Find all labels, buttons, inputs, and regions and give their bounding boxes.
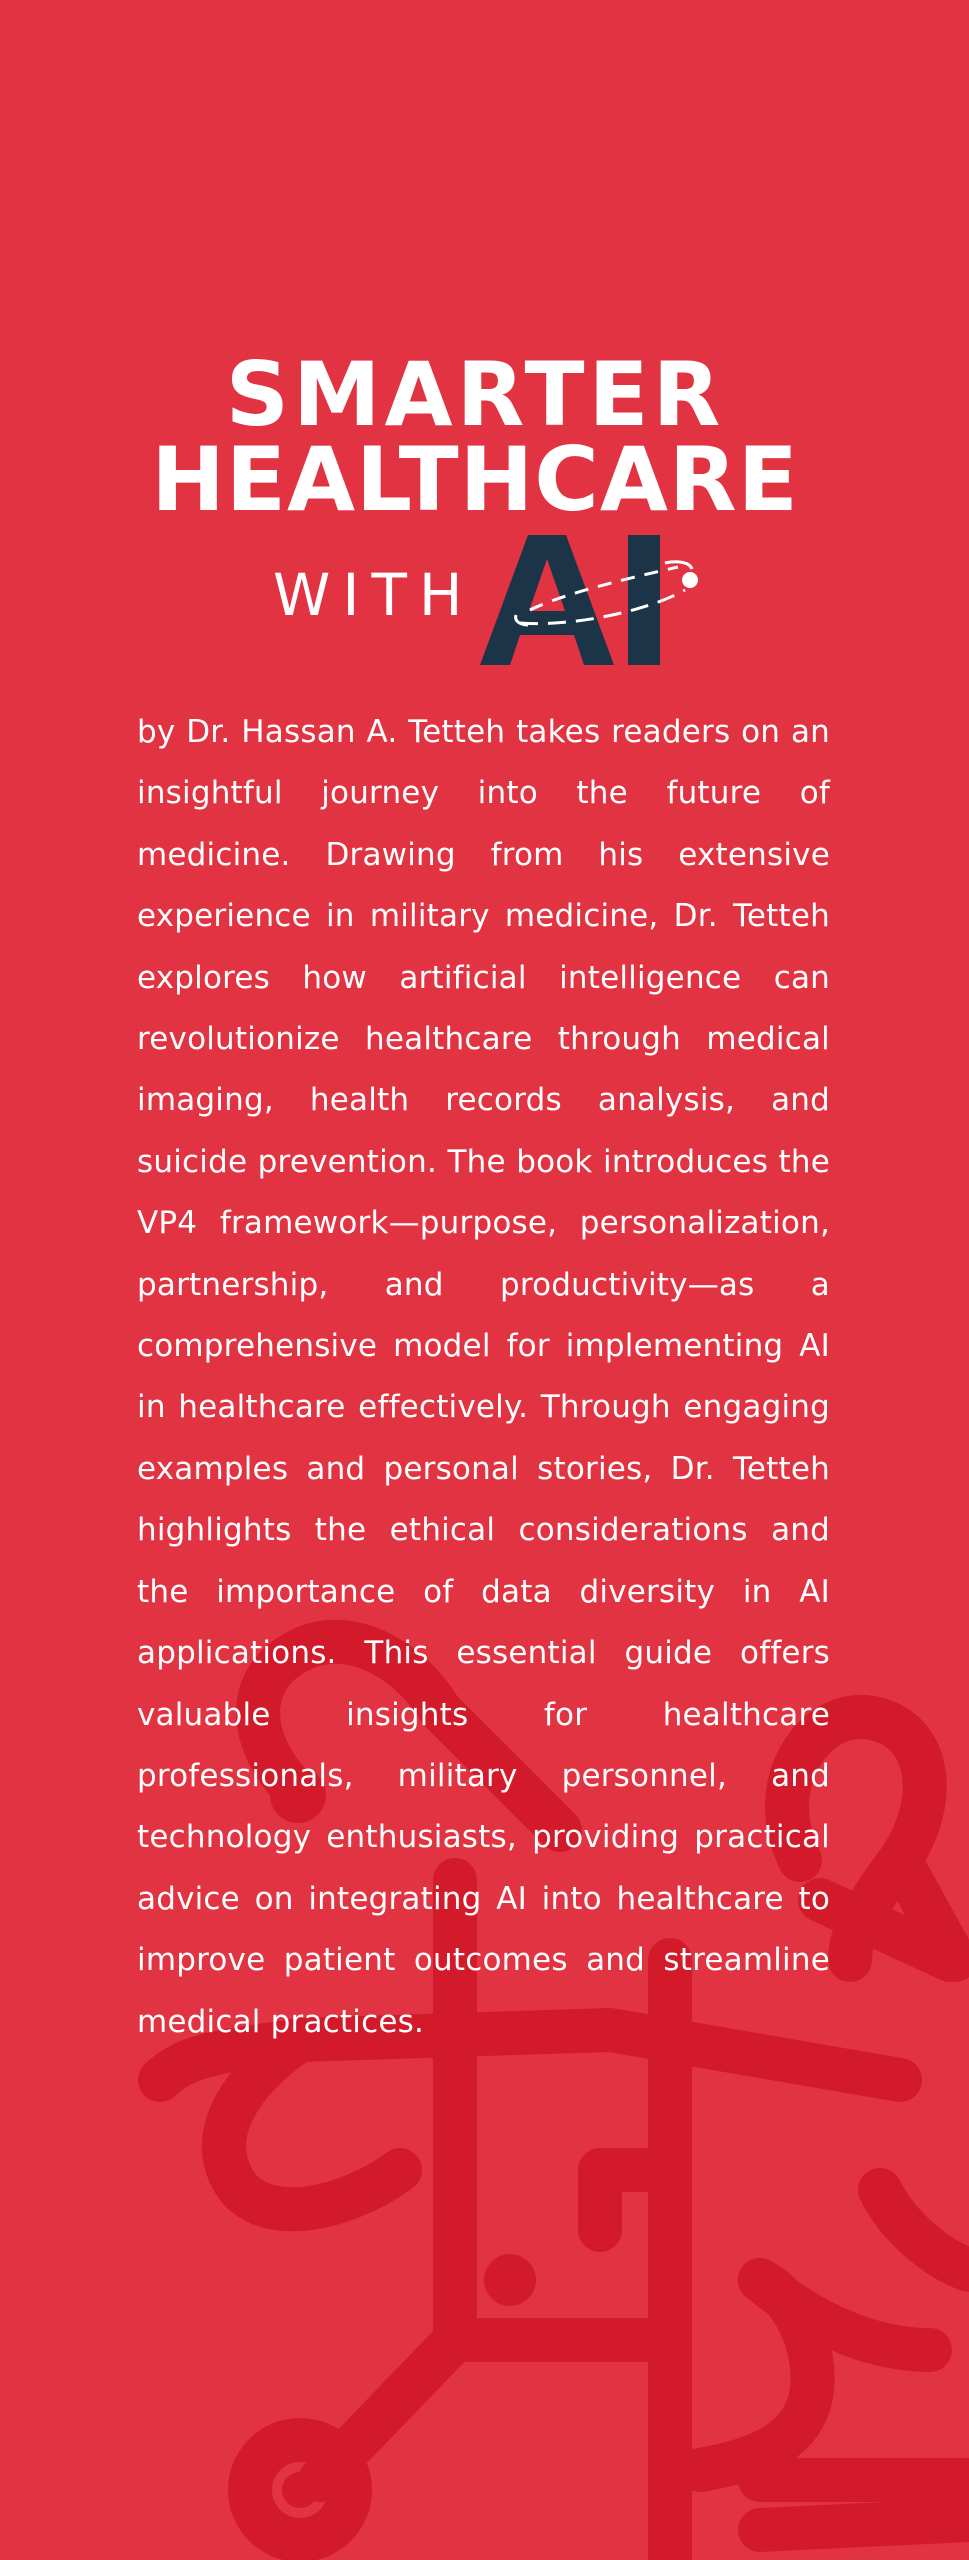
title-line-smarter: SMARTER — [225, 343, 725, 446]
book-description: by Dr. Hassan A. Tetteh takes readers on an insightful journey into the future of medicine. Drawing from his extensive experience in military medicine, Dr. Tetteh explores how artificial intelligence can revolutionize healthcare through medical imaging, health records analysis, and suicide prevention. The book introduces the VP4 framework—purpose, personalization, partnership, and productivity—as a comprehensive model for implementing AI in healthcare effectively. Through engaging examples and personal stories, Dr. Tetteh highlights the ethical considerations and the importance of data diversity in AI applications. This essential guide offers valuable insights for healthcare professionals, military personnel, and technology enthusiasts, providing practical advice on integrating AI into healthcare to improve patient outcomes and streamline medical practices. — [137, 714, 830, 2040]
ai-logo-icon — [480, 535, 710, 670]
title-line-healthcare: HEALTHCARE — [151, 428, 799, 531]
title-word-with: WITH — [273, 561, 475, 629]
